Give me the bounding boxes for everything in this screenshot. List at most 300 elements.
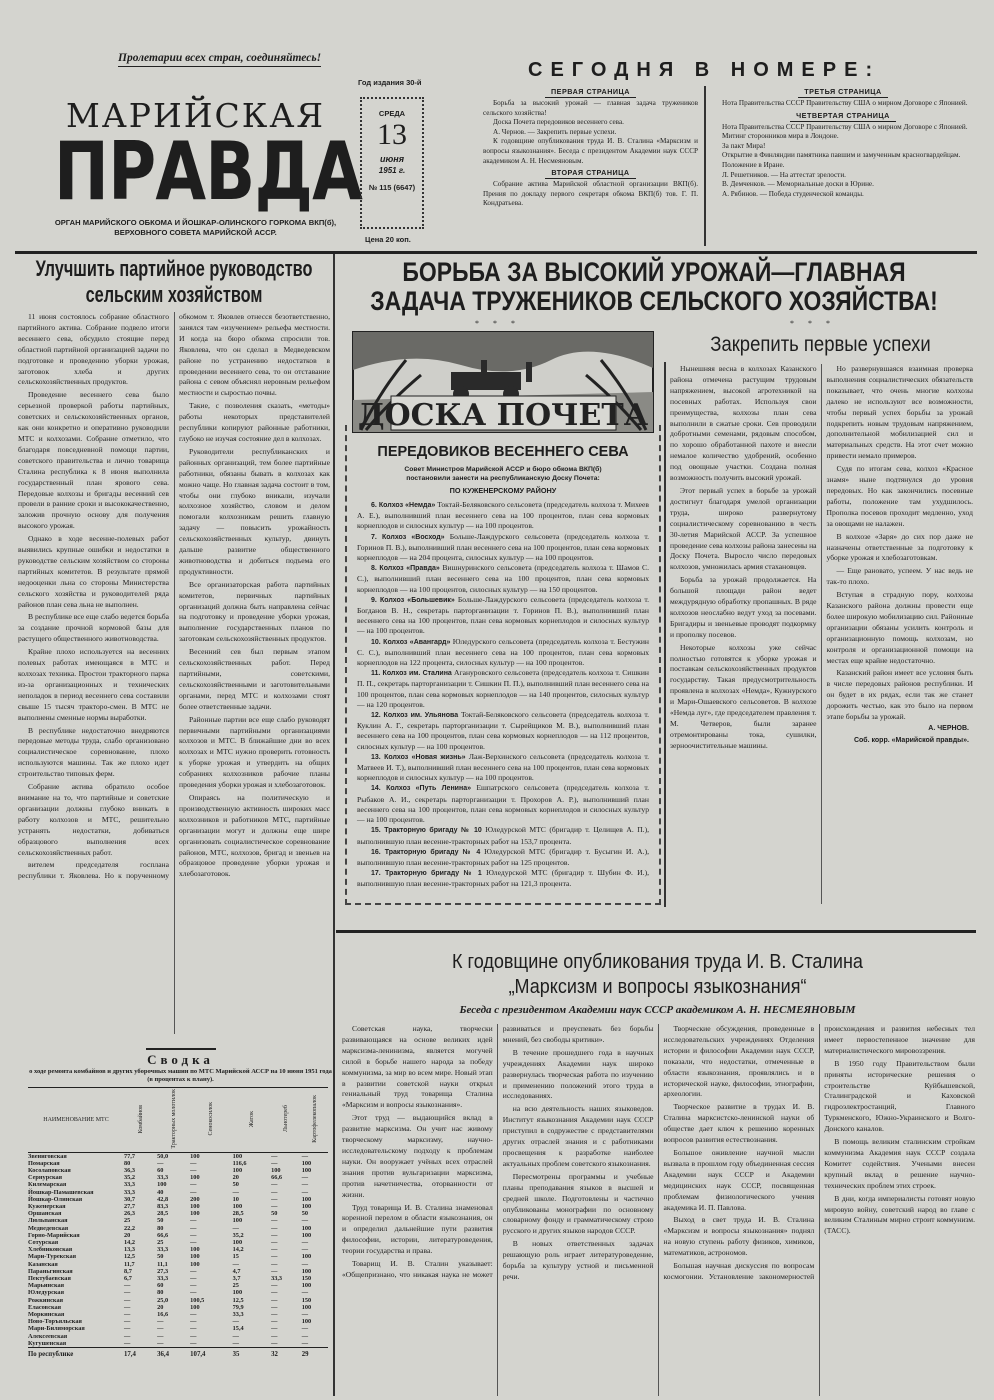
table-cell: 100 [301, 1224, 312, 1232]
contents-item: Л. Решетников. — На аттестат зрелости. [722, 170, 846, 179]
table-cell: 100 [232, 1152, 243, 1160]
table-cell: 100 [271, 1167, 281, 1175]
page1-label: ПЕРВАЯ СТРАНИЦА [545, 87, 636, 98]
table-cell: — [190, 1332, 197, 1340]
table-cell: — [157, 1318, 164, 1326]
honor-entry-text: Вишнуринского сельсовета (председатель колхоза т. Шамов С. С.), выполнивший план весеннего сева на 100 процентов, план сева кормовых корнеплодов — на 100 процентов, силосных культур — на 150 процентов. [357, 563, 649, 594]
honor-entry-text: Ешпатрского сельсовета (председатель колхоза т. Рыбаков А. И., секретарь парторганизации т. Прохоров А. Р.), выполнивший план весеннего сева на 100 процентов, план сева кормовых корнеплодов и силосных культур — на 100 процентов. [357, 783, 649, 825]
page2-label: ВТОРАЯ СТРАНИЦА [545, 168, 635, 179]
mts-name: Сернурская [28, 1174, 63, 1182]
month: июня [379, 154, 405, 164]
table-cell: 100 [232, 1217, 243, 1225]
paragraph: Этот первый успех в борьбе за урожай достигнут благодаря умелой организации труда, широко развернутому социалистическому соревнованию в честь 30-летия Марийской АССР. За успешное проведение сева колхозы района занесены на Доску Почета. Выросло число передовых колхозов, умножилась армия стахановцев. [670, 485, 817, 572]
column-header [124, 1088, 157, 1153]
table-cell: 8,7 [124, 1267, 132, 1275]
contents-left [483, 85, 698, 209]
table-cell: — [271, 1289, 278, 1297]
table-cell: 28,5 [157, 1210, 169, 1218]
honor-entry-lead: 15. Тракторную бригаду № 10 [371, 827, 482, 835]
table-row [28, 1297, 328, 1304]
paragraph: В республике недостаточно внедряются передовые методы труда, слабо организовано социалистическое соревнование, плохо используются машины. Так же плохо идет строительство типовых ферм. [18, 725, 169, 779]
table-cell: 16,6 [157, 1311, 169, 1319]
table-cell: — [301, 1289, 308, 1297]
table-cell: 100 [301, 1303, 312, 1311]
day: 13 [377, 118, 407, 151]
column-header-label: Жаток [248, 1110, 255, 1127]
table-cell: 33,3 [232, 1311, 244, 1319]
mts-name: Марьинская [28, 1282, 65, 1290]
honor-entry-text: Больше-Лаждурского сельсовета (председатель колхоза т. Богданов В. Н., секретарь парторганизации т. Горинов П. В.), выполнивший план весеннего сева на 100 процентов, план сева кормовых корнеплодов и силосных культур — на 100 процентов. [357, 594, 649, 636]
table-cell: 80 [124, 1159, 131, 1167]
intro-line-2: постановили занести на республиканскую Доску Почета: [406, 475, 600, 482]
paragraph: Такие, с позволения сказать, «методы» работы некоторых представителей республики копируют районные работники, глубоко не изучая состояние дел в колхозах. [179, 401, 330, 443]
table-cell: — [301, 1339, 308, 1347]
table-cell: 36,4 [157, 1348, 190, 1359]
table-cell: 150 [301, 1275, 312, 1283]
table-cell: 33,3 [157, 1275, 169, 1283]
column-header [271, 1088, 302, 1153]
table-cell: 50 [157, 1217, 164, 1225]
table-row [28, 1289, 328, 1296]
author-role: Соб. корр. «Марийской правды». [853, 736, 969, 744]
table-cell: — [271, 1332, 278, 1340]
svodka-subtitle: о ходе ремонта комбайнов и других уборочных машин по МТС Марийской АССР на 10 июня 1951 года (в процентах к плану). [29, 1068, 332, 1083]
honor-entry-text: Юледурской МТС (бригадир т. Бусыгин И. А.), выполнившую план весенне-тракторных работ на 125 процентов. [357, 846, 649, 867]
table-cell: 12,5 [232, 1296, 244, 1304]
table-cell: 100 [301, 1167, 312, 1175]
table-cell: — [190, 1181, 197, 1189]
table-row [28, 1268, 328, 1275]
table-cell: 35 [233, 1348, 271, 1359]
paragraph: Казанский район имеет все условия быть в числе передовых районов республики. И он будет в их рядах, если так же станет дорожить честью, как это было на первом этапе борьбы за урожай. [826, 668, 973, 722]
table-cell: 100 [301, 1203, 312, 1211]
table-cell: 33,3 [124, 1181, 136, 1189]
paragraph: В помощь великим сталинским стройкам коммунизма Академия наук СССР создала Комитет содействия. Учеными внесен крупный вклад в решение научно-технических проблем этих строек. [824, 1137, 975, 1190]
honor-board-heading: ПЕРЕДОВИКОВ ВЕСЕННЕГО СЕВА [377, 444, 629, 460]
mts-name: Хлебниковская [28, 1246, 73, 1254]
honor-entry-text: Юледурской МТС (бригадир т. Целищев А. П.), выполнившую план весенне-тракторных работ на 153,7 процента. [357, 825, 650, 846]
table-row [28, 1196, 328, 1203]
mts-name: Еласовская [28, 1303, 62, 1311]
honor-entry [357, 710, 649, 752]
table-cell: — [301, 1239, 308, 1247]
honor-entry-text: Агануровского сельсовета (председатель колхоза т. Сишкин П. П., секретарь парторганизации т. Сишкин П. П.), выполнивший план весеннего сева на 100 процентов, план сева кормовых корнеплодов — на 140 процентов, силосных культур — на 120 процентов. [357, 668, 649, 709]
table-cell: — [271, 1339, 278, 1347]
mts-name: Мари-Биляморская [28, 1325, 85, 1333]
mts-name: Йошкар-Олинская [28, 1195, 83, 1203]
honor-entry-lead: 17. Тракторную бригаду № 1 [371, 870, 482, 878]
column-header [28, 1088, 124, 1153]
paragraph: Борьба за урожай продолжается. На большой площади район ведет междурядную обработку пропашных. В ряде колхозов неослабно ведут уход за посевами. Бригадиры и звеньевые проводят подкормку и прополку посевов. [670, 575, 817, 639]
table-cell: 14,2 [124, 1239, 136, 1247]
table-cell: — [271, 1260, 278, 1268]
table-cell: — [157, 1159, 164, 1167]
table-cell: 50 [301, 1210, 308, 1218]
paragraph: Собрание актива обратило особое внимание на то, что партийные и советские организации должны глубоко вникать в работу колхозов и МТС, решительно устранять недостатки, добиваться образцового выполнения всех сельскохозяйственных работ. [18, 782, 169, 857]
table-row [28, 1261, 328, 1268]
table-cell: 25 [124, 1217, 131, 1225]
table-row [28, 1181, 328, 1188]
contents-item: Нота Правительства СССР Правительству США о мирном Договоре с Японией. [722, 99, 968, 107]
table-row [28, 1253, 328, 1260]
table-cell: 60 [157, 1282, 164, 1290]
table-cell: 100,5 [190, 1296, 205, 1304]
paragraph: Большое оживление научной мысли вызвала в прошлом году объединенная сессия Академии наук СССР и Академии медицинских наук СССР, посвященная проблемам физиологического учения академика И. П. Павлова. [663, 1147, 815, 1212]
mts-name: Сотурская [28, 1239, 59, 1247]
table-cell: — [301, 1181, 308, 1189]
table-cell: 29 [302, 1348, 328, 1359]
honor-entry [357, 668, 649, 710]
main-headline-line2: ЗАДАЧА ТРУЖЕНИКОВ СЕЛЬСКОГО ХОЗЯЙСТВА! [370, 286, 938, 316]
table-row [28, 1318, 328, 1325]
paragraph: вителем председателя госплана республики т. Яковлева. Но к порученному обкомом т. Яковлев отнесся безответственно, занялся там «изучением» рельефа местности. И когда на бюро обкома спросили тов. Яковлева, что он сделал в Медведевском районе по устранению недостатков в проведении весеннего сева, то он отставание района с севом объяснял неровным рельефом местности и сыростью почвы. [18, 312, 330, 881]
table-cell: 13,3 [124, 1246, 136, 1254]
paragraph: Советская наука, творчески развивающаяся на основе великих идей марксизма-ленинизма, является могучей силой в борьбе нашего народа за победу коммунизма, за мир во всем мире. Новый этап в развитии советской науки открыл гениальный труд товарища Сталина «Марксизм и вопросы языкознания». [342, 1024, 493, 1110]
honor-entry [357, 637, 649, 669]
mts-name: Алексеевская [28, 1332, 68, 1340]
table-cell: — [301, 1188, 308, 1196]
year: 1951 г. [378, 166, 406, 175]
stars-divider: * * * [790, 319, 836, 328]
contents-right [712, 85, 974, 199]
slogan: Пролетарии всех стран, соединяйтесь! [118, 52, 321, 67]
paragraph: Большая научная дискуссия по вопросам космогонии. Установление закономерностей происхождения и развития небесных тел имеет первостепенное значение для материалистического мировоззрения. [663, 1024, 975, 1281]
table-cell: 50,0 [157, 1152, 169, 1160]
table-row [28, 1275, 328, 1282]
mts-name: Звениговская [28, 1152, 67, 1160]
table-cell: 27,3 [157, 1267, 169, 1275]
table-cell: — [124, 1325, 131, 1333]
table-cell: 100 [190, 1260, 200, 1268]
weekday: СРЕДА [378, 109, 406, 118]
table-cell: 100 [301, 1267, 312, 1275]
column-header [190, 1088, 233, 1153]
page4-label: ЧЕТВЕРТАЯ СТРАНИЦА [790, 111, 896, 122]
paragraph: В республике все еще слабо ведется борьба за создание прочной кормовой базы для растущего общественного животноводства. [18, 612, 169, 644]
table-cell: — [124, 1296, 131, 1304]
table-cell: 33,3 [157, 1174, 169, 1182]
paragraph: Весенний сев был первым этапом сельскохозяйственных работ. Перед партийными, советскими, сельскохозяйственными и заготовительными органами, перед МТС и колхозами стоят более ответственные задачи. [179, 647, 330, 711]
table-cell: 100 [301, 1253, 312, 1261]
table-cell: — [271, 1267, 278, 1275]
honor-entry [357, 563, 649, 595]
left-article-body [18, 312, 330, 1034]
table-cell: — [271, 1325, 278, 1333]
table-cell: 42,8 [157, 1195, 169, 1203]
table-cell: 22,2 [124, 1224, 136, 1232]
honor-board-engraving [351, 330, 656, 438]
table-cell: — [124, 1289, 131, 1297]
table-cell: 100 [301, 1231, 312, 1239]
table-cell: 33,3 [124, 1188, 136, 1196]
table-cell: 50 [157, 1253, 164, 1261]
table-cell: — [124, 1311, 131, 1319]
table-row [28, 1282, 328, 1289]
paragraph: Пересмотрены программы и учебные планы преподавания языков в высшей и средней школе. Подготовлены и частично опубликованы монографии по основному словарному фонду и грамматическому строю русского и других языков народов СССР. [502, 1171, 654, 1236]
table-cell: — [124, 1332, 131, 1340]
mts-name: Казанская [28, 1260, 58, 1268]
organ-line-1: ОРГАН МАРИЙСКОГО ОБКОМА И ЙОШКАР-ОЛИНСКОГО ГОРКОМА ВКП(б), [54, 218, 337, 227]
mts-name: Косолаповская [28, 1167, 71, 1175]
honor-entry-lead: 10. Колхоз «Авангард» [371, 638, 451, 646]
honor-entry-text: Больше-Лаждурского сельсовета (председатель колхоза т. Горинов П. В.), выполнивший план весеннего сева на 100 процентов, план сева кормовых корнеплодов — на 204 процента, силосных культур — на 100 процентов. [357, 531, 649, 563]
table-cell: 100 [190, 1253, 200, 1261]
paragraph: 11 июня состоялось собрание областного партийного актива. Собрание подвело итоги весеннего сева, обсудило стоящие перед областной партийной организацией задачи по подготовке и проведению уборки урожая, заготовок хлеба и других сельскохозяйственных продуктов. [18, 312, 169, 387]
table-cell: — [190, 1275, 197, 1283]
table-cell: 25,0 [157, 1296, 169, 1304]
stars-divider: * * * [475, 319, 521, 328]
table-row [28, 1311, 328, 1318]
table-cell: 200 [190, 1195, 200, 1203]
table-cell: 15 [232, 1253, 239, 1261]
contents-item: Собрание актива Марийской областной организации ВКП(б). Прения по докладу первого секретаря обкома ВКП(б) тов. Г. П. Кондратьева. [483, 180, 698, 208]
headline-line1: К годовщине опубликования труда И. В. Сталина [452, 951, 863, 973]
mts-name: Рожкинская [28, 1296, 64, 1304]
table-cell: 100 [190, 1210, 200, 1218]
table-cell: 17,4 [124, 1348, 157, 1359]
mts-name: Люльпанская [28, 1217, 68, 1225]
mts-name: Оршанская [28, 1210, 62, 1218]
column-header-label: Льнотереб [283, 1105, 290, 1133]
honor-list [357, 500, 649, 890]
column-header-label: Сенокосилок [208, 1102, 215, 1136]
column-header-label: Картофелекопалок [311, 1094, 318, 1143]
paragraph: В новых ответственных задачах решающую роль играет литературоведение, борьба за культуру устной и письменной речи. [502, 1239, 654, 1281]
newspaper-title-line2: ПРАВДА [54, 125, 363, 218]
table-cell: 66,6 [271, 1174, 283, 1182]
table-cell: — [190, 1289, 197, 1297]
table-cell: — [190, 1318, 197, 1326]
paragraph: Этот труд — выдающийся вклад в развитие марксизма. Он учит нас живому творческому марксизму, научно-исследовательскому подходу к проблемам науки. Он вооружает учёных всех отраслей знания против вульгаризации марксизма, против начетничества, оторванности от жизни. [342, 1113, 493, 1199]
honor-entry [357, 532, 649, 564]
paragraph: В течение прошедшего года в научных учреждениях Академии наук широко развернулась творческая работа по изучению и применению положений этого труда в исследованиях. [502, 1047, 654, 1101]
table-cell: — [271, 1188, 278, 1196]
headline-line2: „Марксизм и вопросы языкознания“ [508, 976, 807, 998]
paragraph: Вступая в страдную пору, колхозы Казанского района должны провести еще более широкую мобилизацию сил. Районные организации обязаны усилить контроль и организационную помощь колхозам, но контроля и организационной помощи на местах еще крайне недостаточно. [826, 590, 973, 665]
table-cell: — [190, 1188, 197, 1196]
issue-number: № 115 (6647) [368, 183, 416, 192]
honor-entry-lead: 8. Колхоз «Правда» [371, 565, 440, 573]
svodka-title: Сводка [146, 1048, 216, 1068]
table-cell: 60 [157, 1167, 164, 1175]
column-header-label: НАИМЕНОВАНИЕ МТС [43, 1116, 109, 1123]
contents-title: СЕГОДНЯ В НОМЕРЕ: [528, 59, 881, 81]
contents-item: К годовщине опубликования труда И. В. Сталина «Марксизм и вопросы языкознания». Беседа с президентом Академии наук СССР академиком А. Н. Несмеяновым. [483, 137, 698, 165]
table-row [28, 1333, 328, 1340]
table-cell: — [190, 1159, 197, 1167]
table-cell: — [232, 1332, 239, 1340]
contents-item: Нота Правительства СССР Правительству США о мирном Договоре с Японией. [722, 122, 968, 131]
table-cell: 100 [232, 1167, 243, 1175]
table-cell: — [190, 1239, 197, 1247]
table-cell: 11,7 [124, 1260, 135, 1268]
honor-entry-lead: 11. Колхоз им. Сталина [371, 670, 452, 678]
mts-name: Ново-Торъяльская [28, 1318, 82, 1326]
mts-name: Моркинская [28, 1311, 65, 1319]
table-cell: 66,6 [157, 1231, 169, 1239]
paragraph: Выход в свет труда И. В. Сталина «Марксизм и вопросы языкознания» поднял на новую ступень работу физиков, химиков, математиков, астрономов. [663, 1215, 815, 1258]
honor-entry-lead: 14. Колхоз «Путь Ленина» [371, 785, 471, 793]
honor-entry-lead: 13. Колхоз «Новая жизнь» [371, 753, 466, 761]
contents-item: Митинг сторонников мира в Лондоне. [722, 132, 839, 141]
paragraph: Товарищ И. В. Сталин указывает: «Общепризнано, что никакая наука не может развиваться и преуспевать без борьбы мнений, без свободы критики». [342, 1024, 654, 1279]
honor-entry [357, 500, 649, 532]
table-cell: 25 [232, 1282, 239, 1290]
author: А. ЧЕРНОВ. [928, 725, 969, 732]
honor-entry-text: Лаж-Верхинского сельсовета (председатель колхоза т. Матвеев И. Т.), выполнивший план весеннего сева на 100 процентов, план сева кормовых корнеплодов и силосных культур — на 100 процентов. [357, 751, 649, 783]
mts-name: Кугушенская [28, 1339, 67, 1347]
honor-entry-lead: 9. Колхоз «Большевик» [371, 596, 455, 604]
contents-item: Открытие в Финляндии памятника павшим и замученным красногвардейцам. [722, 151, 961, 160]
table-cell: — [232, 1224, 239, 1232]
table-cell: 20 [124, 1231, 131, 1239]
honor-entry-lead: 6. Колхоз «Немда» [371, 502, 436, 509]
table-cell: 100 [190, 1152, 200, 1160]
table-cell: 25 [157, 1239, 164, 1247]
table-cell: 50 [271, 1210, 278, 1218]
table-row [28, 1304, 328, 1311]
table-cell: — [190, 1267, 197, 1275]
paragraph: Творческое развитие в трудах И. В. Сталина марксистско-ленинской науки об обществе дает ключ к решению коренных вопросов развития естествознания. [663, 1102, 815, 1145]
table-cell: — [124, 1282, 131, 1290]
column-header-label: Комбайнов [137, 1104, 144, 1133]
table-cell: 80 [157, 1289, 164, 1297]
table-row [28, 1217, 328, 1224]
paragraph: Некоторые колхозы уже сейчас полностью готовятся к уборке урожая и поставкам сельскохозяйственных продуктов государству. Такая предусмотрительность проявлена в колхозах «Немда», Кужнурского и Мари-Ошаевского сельсоветов. В колхозе «Немда луг», где председателем правления т. М. Четверов, были заранее отремонтированы тока, сушилки, зерноочистительные машины. [670, 642, 817, 750]
organ-statement [48, 218, 343, 238]
table-cell: 79,9 [232, 1303, 244, 1311]
organ-line-2: ВЕРХОВНОГО СОВЕТА МАРИЙСКОЙ АССР. [114, 228, 277, 237]
table-cell: 83,3 [157, 1203, 169, 1211]
table-row [28, 1225, 328, 1232]
table-cell: — [301, 1217, 308, 1225]
mts-name: Куженерская [28, 1203, 66, 1211]
honor-board-banner: ДОСКА ПОЧЕТА [357, 398, 649, 433]
table-cell: — [124, 1303, 131, 1311]
table-row [28, 1232, 328, 1239]
table-cell: — [190, 1167, 197, 1175]
column-header [157, 1088, 190, 1153]
table-cell: 77,7 [124, 1152, 136, 1160]
table-cell: 33,3 [271, 1275, 283, 1283]
table-cell: 3,7 [232, 1275, 241, 1283]
table-cell: — [190, 1325, 197, 1333]
table-cell: 35,2 [232, 1231, 244, 1239]
table-cell: — [301, 1174, 308, 1182]
table-cell: 6,7 [124, 1275, 132, 1283]
intro-line-1: Совет Министров Марийской АССР и бюро обкома ВКП(б) [404, 466, 602, 473]
table-cell: — [157, 1339, 164, 1347]
column-rule [664, 362, 666, 907]
column-header [233, 1088, 271, 1153]
paragraph: — Еще рановато, успеем. У нас ведь не так-то плохо. [826, 566, 973, 587]
table-cell: — [301, 1152, 308, 1160]
honor-entry-lead: 16. Тракторную бригаду № 4 [371, 848, 481, 856]
paragraph: В 1950 году Правительством были приняты исторические решения о строительстве Куйбышевской, Сталинградской и Каховской гидроэлектростанций, Главного Туркменского, Южно-Украинского и Волго-Донского каналов. [824, 1058, 975, 1134]
contents-item: А. Рябинов. — Победа студенческой команды. [722, 189, 864, 198]
honor-entry-text: Токтай-Беляковского сельсовета (председатель колхоза т. Михеев А. Е.), выполнивший план весеннего сева на 100 процентов, план сева кормовых корнеплодов и силосных культур — на 100 процентов. [357, 500, 650, 531]
table-cell: 28,5 [232, 1210, 244, 1218]
paragraph: Труд товарища И. В. Сталина знаменовал коренной перелом в области языкознания, он и определил дальнейшие пути развития философии, истории, литературоведения, теории государства и права. [342, 1202, 493, 1256]
table-cell: — [271, 1159, 278, 1167]
page3-label: ТРЕТЬЯ СТРАНИЦА [798, 87, 887, 98]
right-article-body [670, 364, 973, 904]
paragraph: Судя по итогам сева, колхоз «Красное знамя» ныне подтянулся до уровня передовых. Но как закончились посевные работы, положение там ухудшилось. Прополка посевов проходит медленно, уход за овощами не налажен. [826, 464, 973, 528]
table-cell: — [232, 1318, 239, 1326]
honor-entry-lead: 7. Колхоз «Восход» [371, 533, 445, 541]
year-of-issue: Год издания 30-й [358, 78, 422, 87]
table-cell: 20 [157, 1303, 164, 1311]
table-cell: 100 [301, 1195, 312, 1203]
table-row [28, 1152, 328, 1160]
table-cell: 100 [232, 1203, 243, 1211]
table-cell: 80 [157, 1224, 164, 1232]
table-cell: — [232, 1339, 239, 1347]
table-cell: — [271, 1195, 278, 1203]
table-cell: — [190, 1311, 197, 1319]
table-row [28, 1160, 328, 1167]
column-header-label: Тракторных молотилок [170, 1089, 177, 1149]
table-cell: — [271, 1253, 278, 1261]
table-cell: — [301, 1260, 308, 1268]
honor-entry [357, 595, 649, 637]
table-cell: 35,2 [124, 1174, 136, 1182]
table-cell: — [271, 1303, 278, 1311]
table-cell: — [271, 1246, 278, 1254]
table-cell: — [271, 1224, 278, 1232]
table-cell: 100 [301, 1282, 312, 1290]
table-cell: 4,7 [232, 1267, 241, 1275]
table-cell: 36,3 [124, 1167, 136, 1175]
table-cell: 26,3 [124, 1210, 136, 1218]
table-cell: — [232, 1260, 239, 1268]
table-cell: 116,6 [232, 1159, 247, 1167]
table-row [28, 1167, 328, 1174]
table-row [28, 1174, 328, 1181]
mts-name: Йошкар-Памашевская [28, 1188, 94, 1196]
contents-item: За пакт Мира! [722, 141, 766, 150]
paragraph: Но развернувшаяся взаимная проверка выполнения социалистических обязательств показывает, что очень многие колхозы далеко не используют все возможности, чтобы первый успех борьбы за урожай подкрепить новым трудовым напряжением, дополнительной мобилизацией сил и материальных средств. На этот счет можно привести немало примеров. [826, 364, 973, 461]
paragraph: В колхозе «Заря» до сих пор даже не назначены ответственные за подготовку к уборке урожая и хлебозаготовкам. [826, 531, 973, 563]
honor-entry [357, 847, 649, 868]
table-cell: — [190, 1339, 197, 1347]
table-cell: — [301, 1311, 308, 1319]
mts-name: Медведевская [28, 1224, 69, 1232]
paragraph: Опираясь на политическую и производственную активность широких масс колхозников и работников МТС, партийные организации могут и должны еще шире организовать социалистическое соревнование районов, МТС, колхозов, бригад и звеньев на образцовое проведение уборки урожая и хлебозаготовок. [179, 792, 330, 879]
svodka-table [28, 1087, 328, 1358]
table-cell: — [271, 1239, 278, 1247]
table-cell: 100 [232, 1239, 243, 1247]
table-cell: 100 [190, 1303, 200, 1311]
paragraph: Творческие обсуждения, проведенные в исследовательских учреждениях Отделения истории и философии Академии наук СССР, показали, что недостатки, отмеченные в области языкознания, проявлялись и в исторической науке, философии, этнографии, археологии. [663, 1024, 815, 1099]
newspaper-title-line1: МАРИЙСКАЯ [66, 96, 325, 135]
honor-entry [357, 783, 649, 825]
paragraph: В дни, когда империалисты готовят новую мировую войну, советский народ во главе с великим Сталиным мирно строит коммунизм. (ТАСС). [824, 1193, 975, 1236]
column-rule [333, 254, 335, 1396]
main-headline-line1: БОРЬБА ЗА ВЫСОКИЙ УРОЖАЙ—ГЛАВНАЯ [402, 257, 906, 287]
table-cell: — [124, 1318, 131, 1326]
table-cell: 32 [271, 1348, 302, 1359]
district-heading: ПО КУЖЕНЕРСКОМУ РАЙОНУ [449, 486, 557, 495]
table-cell: 100 [190, 1203, 200, 1211]
table-cell: — [271, 1282, 278, 1290]
table-cell: 100 [190, 1174, 200, 1182]
paragraph: Однако в ходе весенне-полевых работ выявились крупные ошибки и недостатки в руководстве сельским хозяйством со стороны партийных комитетов. В результате прямой недооценки льна со стороны Министерства сельского хозяйства и руководителей ряда районов план сева льна не выполнен. [18, 534, 169, 609]
table-row [28, 1210, 328, 1217]
contents-item: Борьба за высокий урожай — главная задача тружеников сельского хозяйства! [483, 99, 698, 117]
table-cell: — [271, 1152, 278, 1160]
table-cell: — [271, 1296, 278, 1304]
